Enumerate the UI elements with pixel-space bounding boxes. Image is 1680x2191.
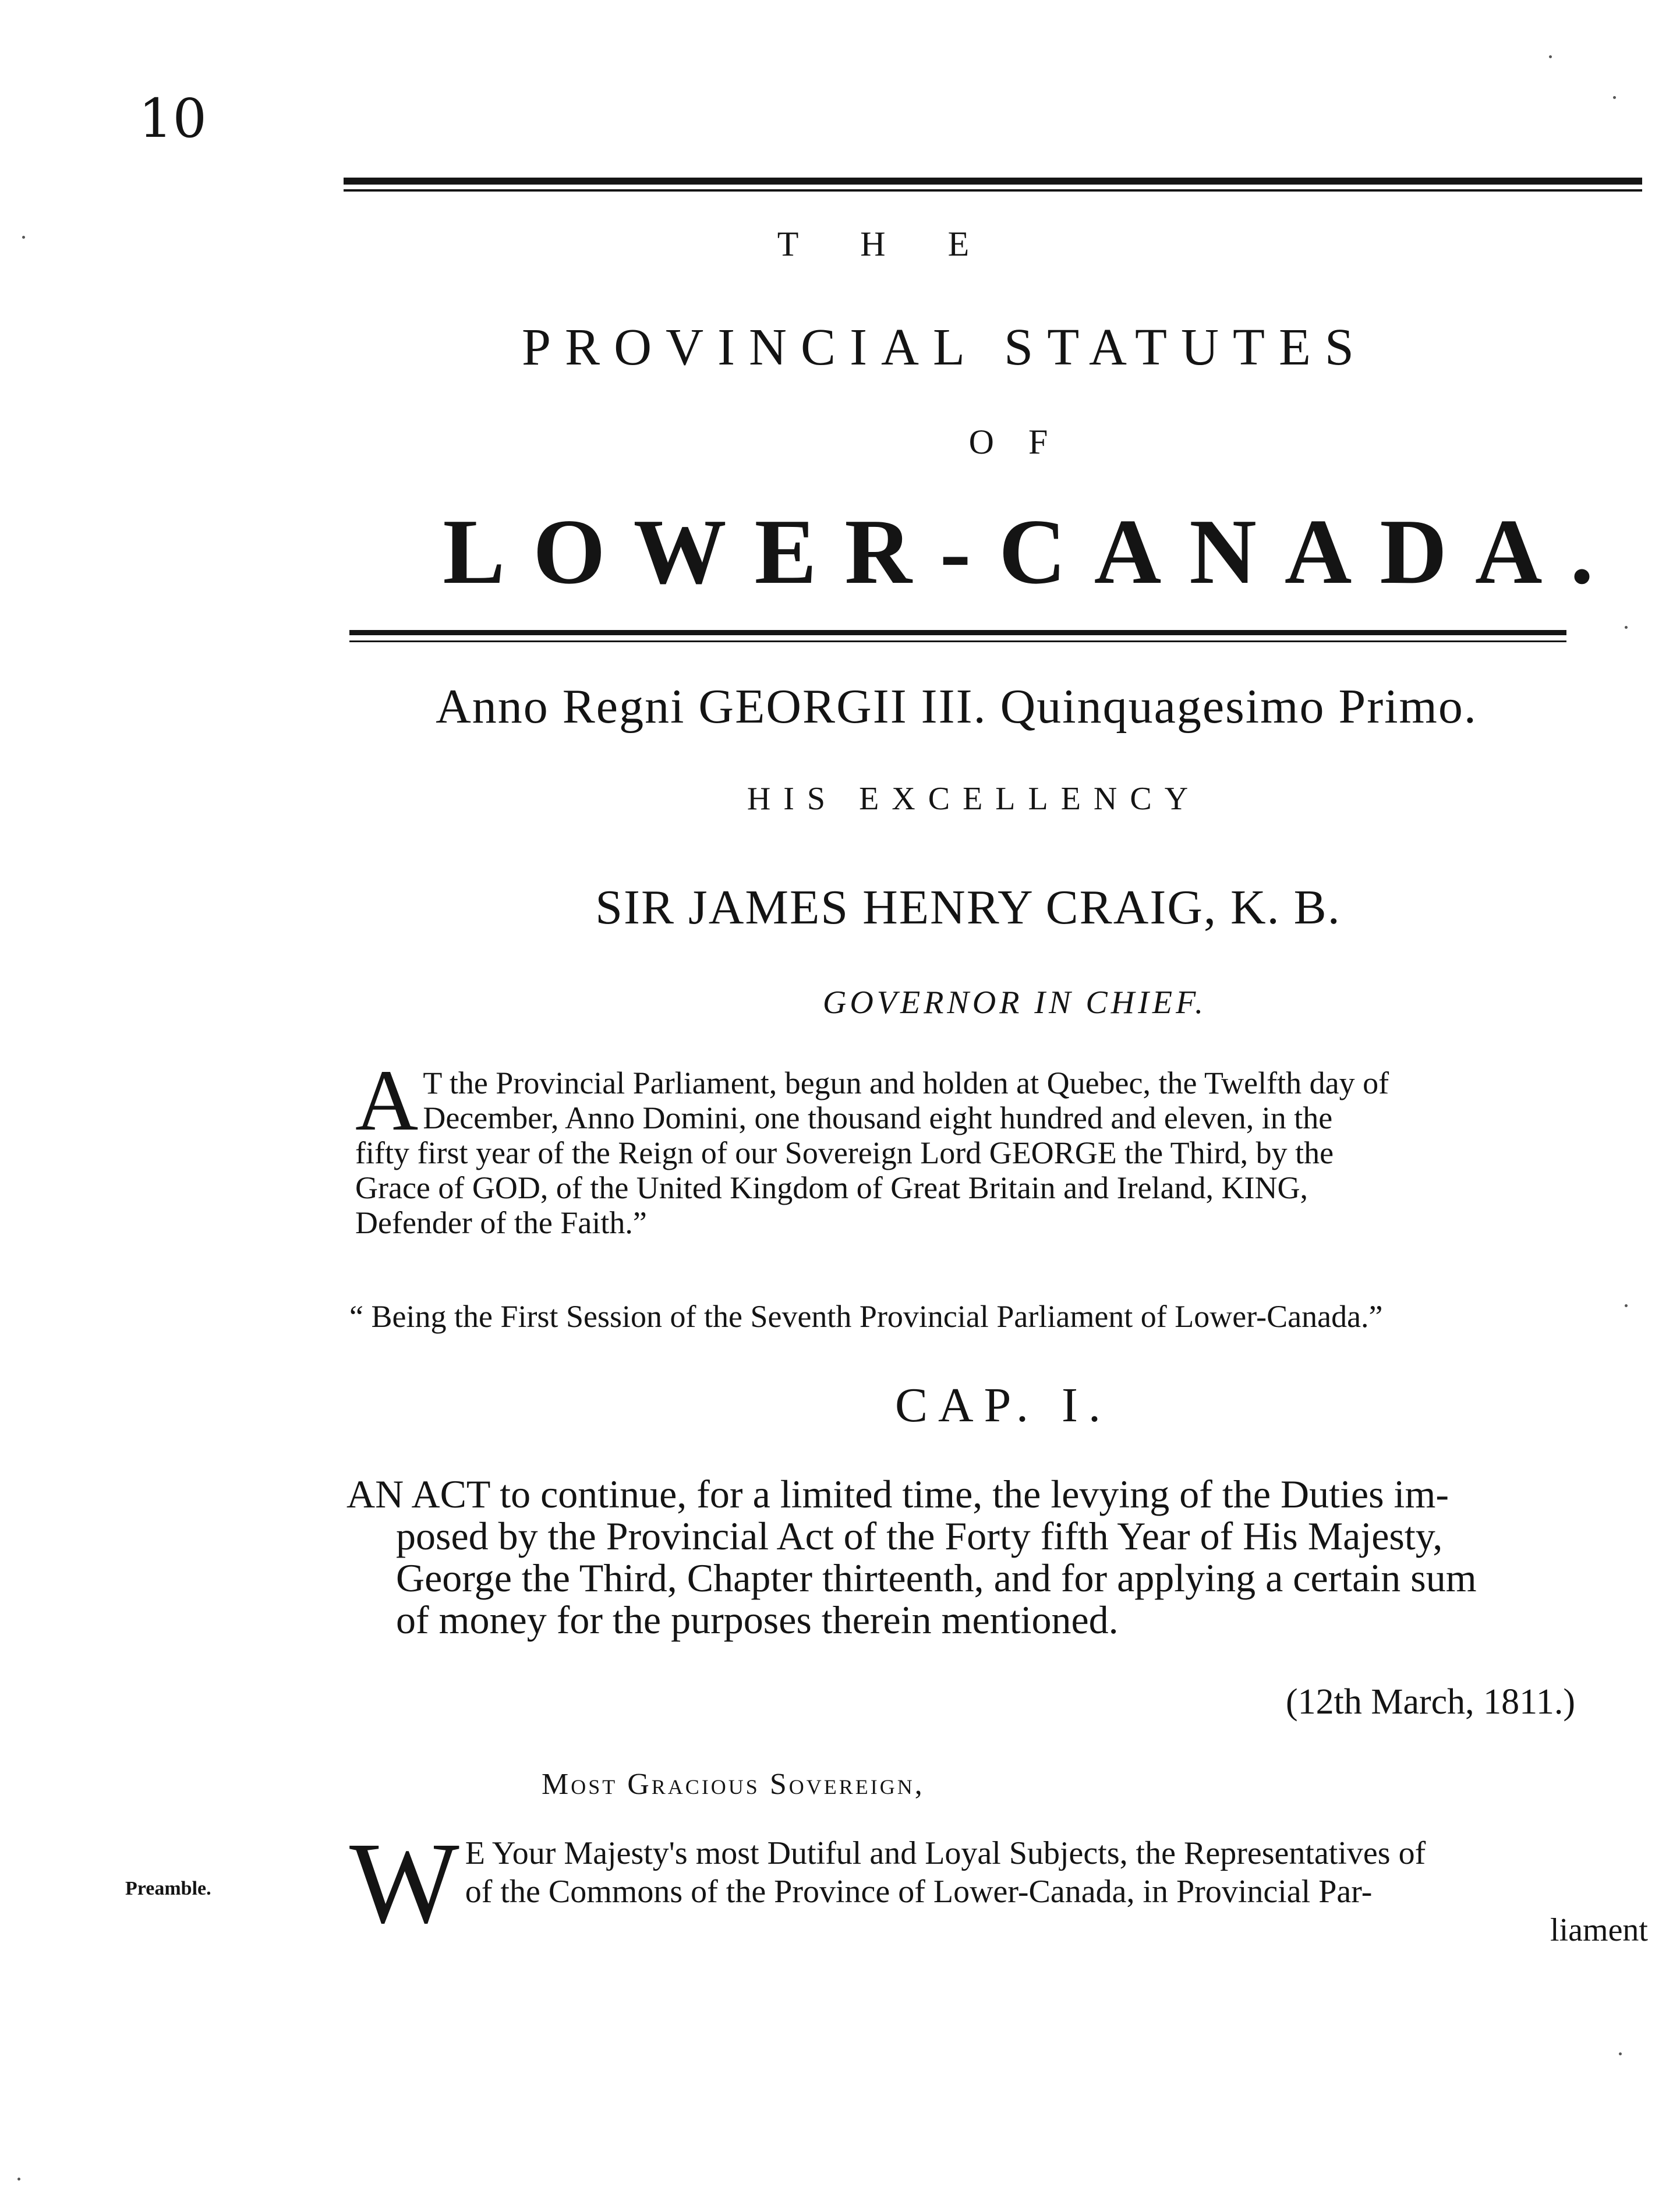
session-note: “ Being the First Session of the Seventh Provincial Parliament of Lower-Canada.”: [349, 1299, 1383, 1334]
top-rule-thick: [344, 178, 1642, 185]
margin-note-preamble: Preamble.: [125, 1878, 211, 1899]
the-heading: T H E: [777, 225, 996, 263]
governor-name: SIR JAMES HENRY CRAIG, K. B.: [595, 880, 1341, 935]
paper-speck: [1625, 626, 1628, 629]
paper-speck: [1625, 1304, 1628, 1307]
preamble-line: E Your Majesty's most Dutiful and Loyal Subjects, the Representatives of: [465, 1835, 1426, 1871]
enacting-clause: [355, 1052, 1648, 1240]
divider-rule-thin: [349, 640, 1566, 642]
his-excellency-heading: HIS EXCELLENCY: [747, 781, 1201, 817]
paper-speck: [22, 236, 25, 239]
regnal-year: Anno Regni GEORGII III. Quinquagesimo Primo.: [436, 679, 1477, 734]
salutation: Most Gracious Sovereign,: [542, 1768, 925, 1801]
title-heading: PROVINCIAL STATUTES: [522, 318, 1368, 376]
clause-line: fifty first year of the Reign of our Sovereign Lord GEORGE the Third, by the: [355, 1135, 1334, 1170]
governor-title: GOVERNOR IN CHIEF.: [822, 985, 1207, 1021]
act-title-line: posed by the Provincial Act of the Forty fifth Year of His Majesty,: [396, 1514, 1443, 1558]
dropcap-w: W: [349, 1819, 459, 1948]
paper-speck: [1549, 55, 1552, 58]
act-title: [346, 1473, 1628, 1641]
act-title-line: of money for the purposes therein mentioned.: [396, 1598, 1119, 1642]
clause-line: Grace of GOD, of the United Kingdom of Great Britain and Ireland, KING,: [355, 1170, 1308, 1205]
page-number: 10: [139, 87, 207, 150]
clause-line: Defender of the Faith.”: [355, 1205, 647, 1240]
dropcap-a: A: [355, 1052, 419, 1149]
act-date: (12th March, 1811.): [1285, 1682, 1575, 1722]
paper-speck: [17, 2178, 20, 2181]
jurisdiction-heading: LOWER-CANADA.: [443, 500, 1622, 603]
top-rule-thin: [344, 189, 1642, 192]
divider-rule-thick: [349, 630, 1566, 635]
chapter-heading: CAP. I.: [894, 1378, 1112, 1432]
paper-speck: [1619, 2052, 1622, 2055]
act-title-line: George the Third, Chapter thirteenth, and for applying a certain sum: [396, 1556, 1477, 1600]
paper-speck: [1613, 96, 1616, 99]
clause-line: T the Provincial Parliament, begun and holden at Quebec, the Twelfth day of: [423, 1066, 1389, 1100]
of-heading: O F: [968, 423, 1061, 461]
act-title-line: AN ACT to continue, for a limited time, the levying of the Duties im-: [346, 1472, 1449, 1516]
preamble: [349, 1819, 1648, 1949]
catchword: liament: [1550, 1912, 1648, 1948]
clause-line: December, Anno Domini, one thousand eight hundred and eleven, in the: [423, 1100, 1333, 1135]
preamble-line: of the Commons of the Province of Lower-Canada, in Provincial Par-: [465, 1874, 1373, 1910]
